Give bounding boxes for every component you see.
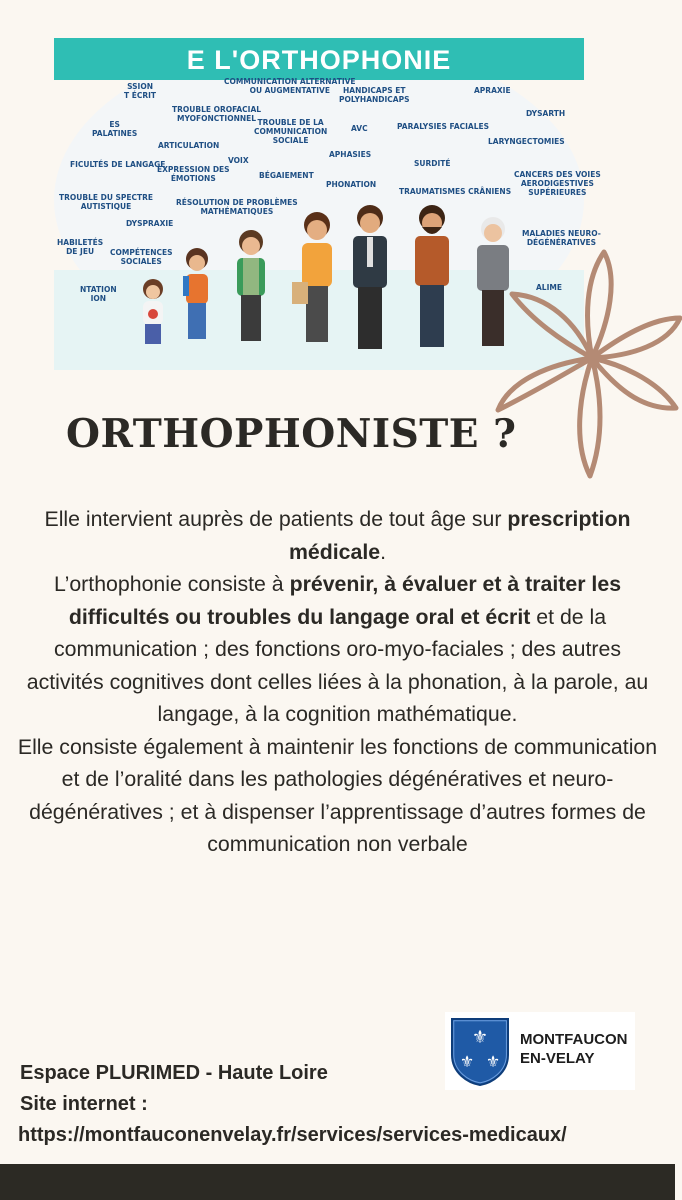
hero-tag: HABILETÉS DE JEU — [57, 238, 104, 256]
hero-tag: SSION T ÉCRIT — [124, 82, 157, 100]
hero-banner: E L'ORTHOPHONIE — [54, 38, 584, 80]
hero-tag: LARYNGECTOMIES — [488, 137, 565, 146]
p2-bold-text: prévenir, à évaluer et à traiter les difficultés ou troubles du langage oral et écrit — [68, 572, 622, 629]
hero-tag: APHASIES — [329, 150, 372, 159]
footer-site-label: Site internet : — [20, 1093, 148, 1115]
p1-text: Elle intervient auprès de patients de tout âge sur — [44, 507, 508, 531]
bottom-bar — [0, 1164, 675, 1200]
hero-tag: APRAXIE — [474, 86, 511, 95]
hero-tag: HANDICAPS ET POLYHANDICAPS — [339, 86, 410, 104]
hero-tag: FICULTÉS DE LANGAGE — [70, 160, 166, 169]
kid-figure — [177, 246, 217, 342]
hero-tag: EXPRESSION DES ÉMOTIONS — [157, 165, 230, 183]
svg-text:⚜: ⚜ — [471, 1027, 489, 1048]
hero-tag: COMPÉTENCES SOCIALES — [110, 248, 173, 266]
p1-bold-text: prescription médicale — [288, 507, 631, 564]
hero-tag: CANCERS DES VOIES AERODIGESTIVES SUPÉRIEURES — [514, 170, 601, 197]
hero-tag: MALADIES NEURO- DÉGÉNÉRATIVES — [522, 229, 601, 247]
hero-tag: TROUBLE OROFACIAL MYOFONCTIONNEL — [172, 105, 262, 123]
p2-end: et de la communication ; des fonctions oro-myo-faciales ; des autres activités cognitives dont celles liées à la phonation, à la parole, au langage, à la cognition mathématique. — [26, 604, 649, 726]
hero-tag: NTATION ION — [80, 285, 117, 303]
hero-tag: ARTICULATION — [158, 141, 220, 150]
hero-tag: TRAUMATISMES CRÂNIENS — [399, 187, 512, 196]
hero-tag: DYSARTH — [526, 109, 566, 118]
child-figure — [136, 276, 170, 346]
hero-tag: COMMUNICATION ALTERNATIVE OU AUGMENTATIVE — [224, 77, 356, 95]
hero-tag: DYSPRAXIE — [126, 219, 174, 228]
logo-line-1: MONTFAUCON — [520, 1031, 628, 1048]
logo-text — [520, 1030, 628, 1068]
p1-end: . — [380, 539, 387, 564]
hero-tag: ALIME — [536, 283, 562, 292]
hero-tag: PHONATION — [326, 180, 377, 189]
hero-tag: PARALYSIES FACIALES — [397, 122, 490, 131]
description-text — [16, 503, 659, 861]
p3-text: Elle consiste également à maintenir les fonctions de communication et de l’oralité dans les pathologies dégénératives et neuro-dégénératives ; et à dispenser l’apprentissage d’autres formes de communication non verbale — [17, 734, 658, 856]
hero-tag: AVC — [351, 124, 368, 133]
hero-tag: ES PALATINES — [92, 120, 138, 138]
footer-url-link[interactable]: https://montfauconenvelay.fr/services/services-medicaux/ — [18, 1124, 567, 1146]
hero-tag: BÉGAIEMENT — [259, 171, 314, 180]
svg-text:⚜: ⚜ — [485, 1052, 501, 1071]
logo-line-2: EN-VELAY — [520, 1050, 595, 1067]
montfaucon-logo — [445, 1012, 635, 1090]
teen-figure — [229, 228, 273, 344]
shield-icon — [448, 1015, 512, 1087]
page-title: ORTHOPHONISTE ? — [66, 411, 517, 457]
young-man-figure — [292, 210, 342, 346]
hero-tag: SURDITÉ — [414, 159, 451, 168]
hero-tag: RÉSOLUTION DE PROBLÈMES MATHÉMATIQUES — [176, 198, 298, 216]
bearded-man-figure — [406, 203, 458, 349]
svg-text:⚜: ⚜ — [459, 1052, 475, 1071]
hero-tag: TROUBLE DE LA COMMUNICATION SOCIALE — [254, 118, 328, 145]
hero-tag: VOIX — [228, 156, 249, 165]
footer-organization: Espace PLURIMED - Haute Loire — [20, 1062, 328, 1084]
man-suit-figure — [344, 203, 396, 351]
hero-tag: TROUBLE DU SPECTRE AUTISTIQUE — [59, 193, 154, 211]
p2-text: L’orthophonie consiste à — [53, 572, 290, 596]
